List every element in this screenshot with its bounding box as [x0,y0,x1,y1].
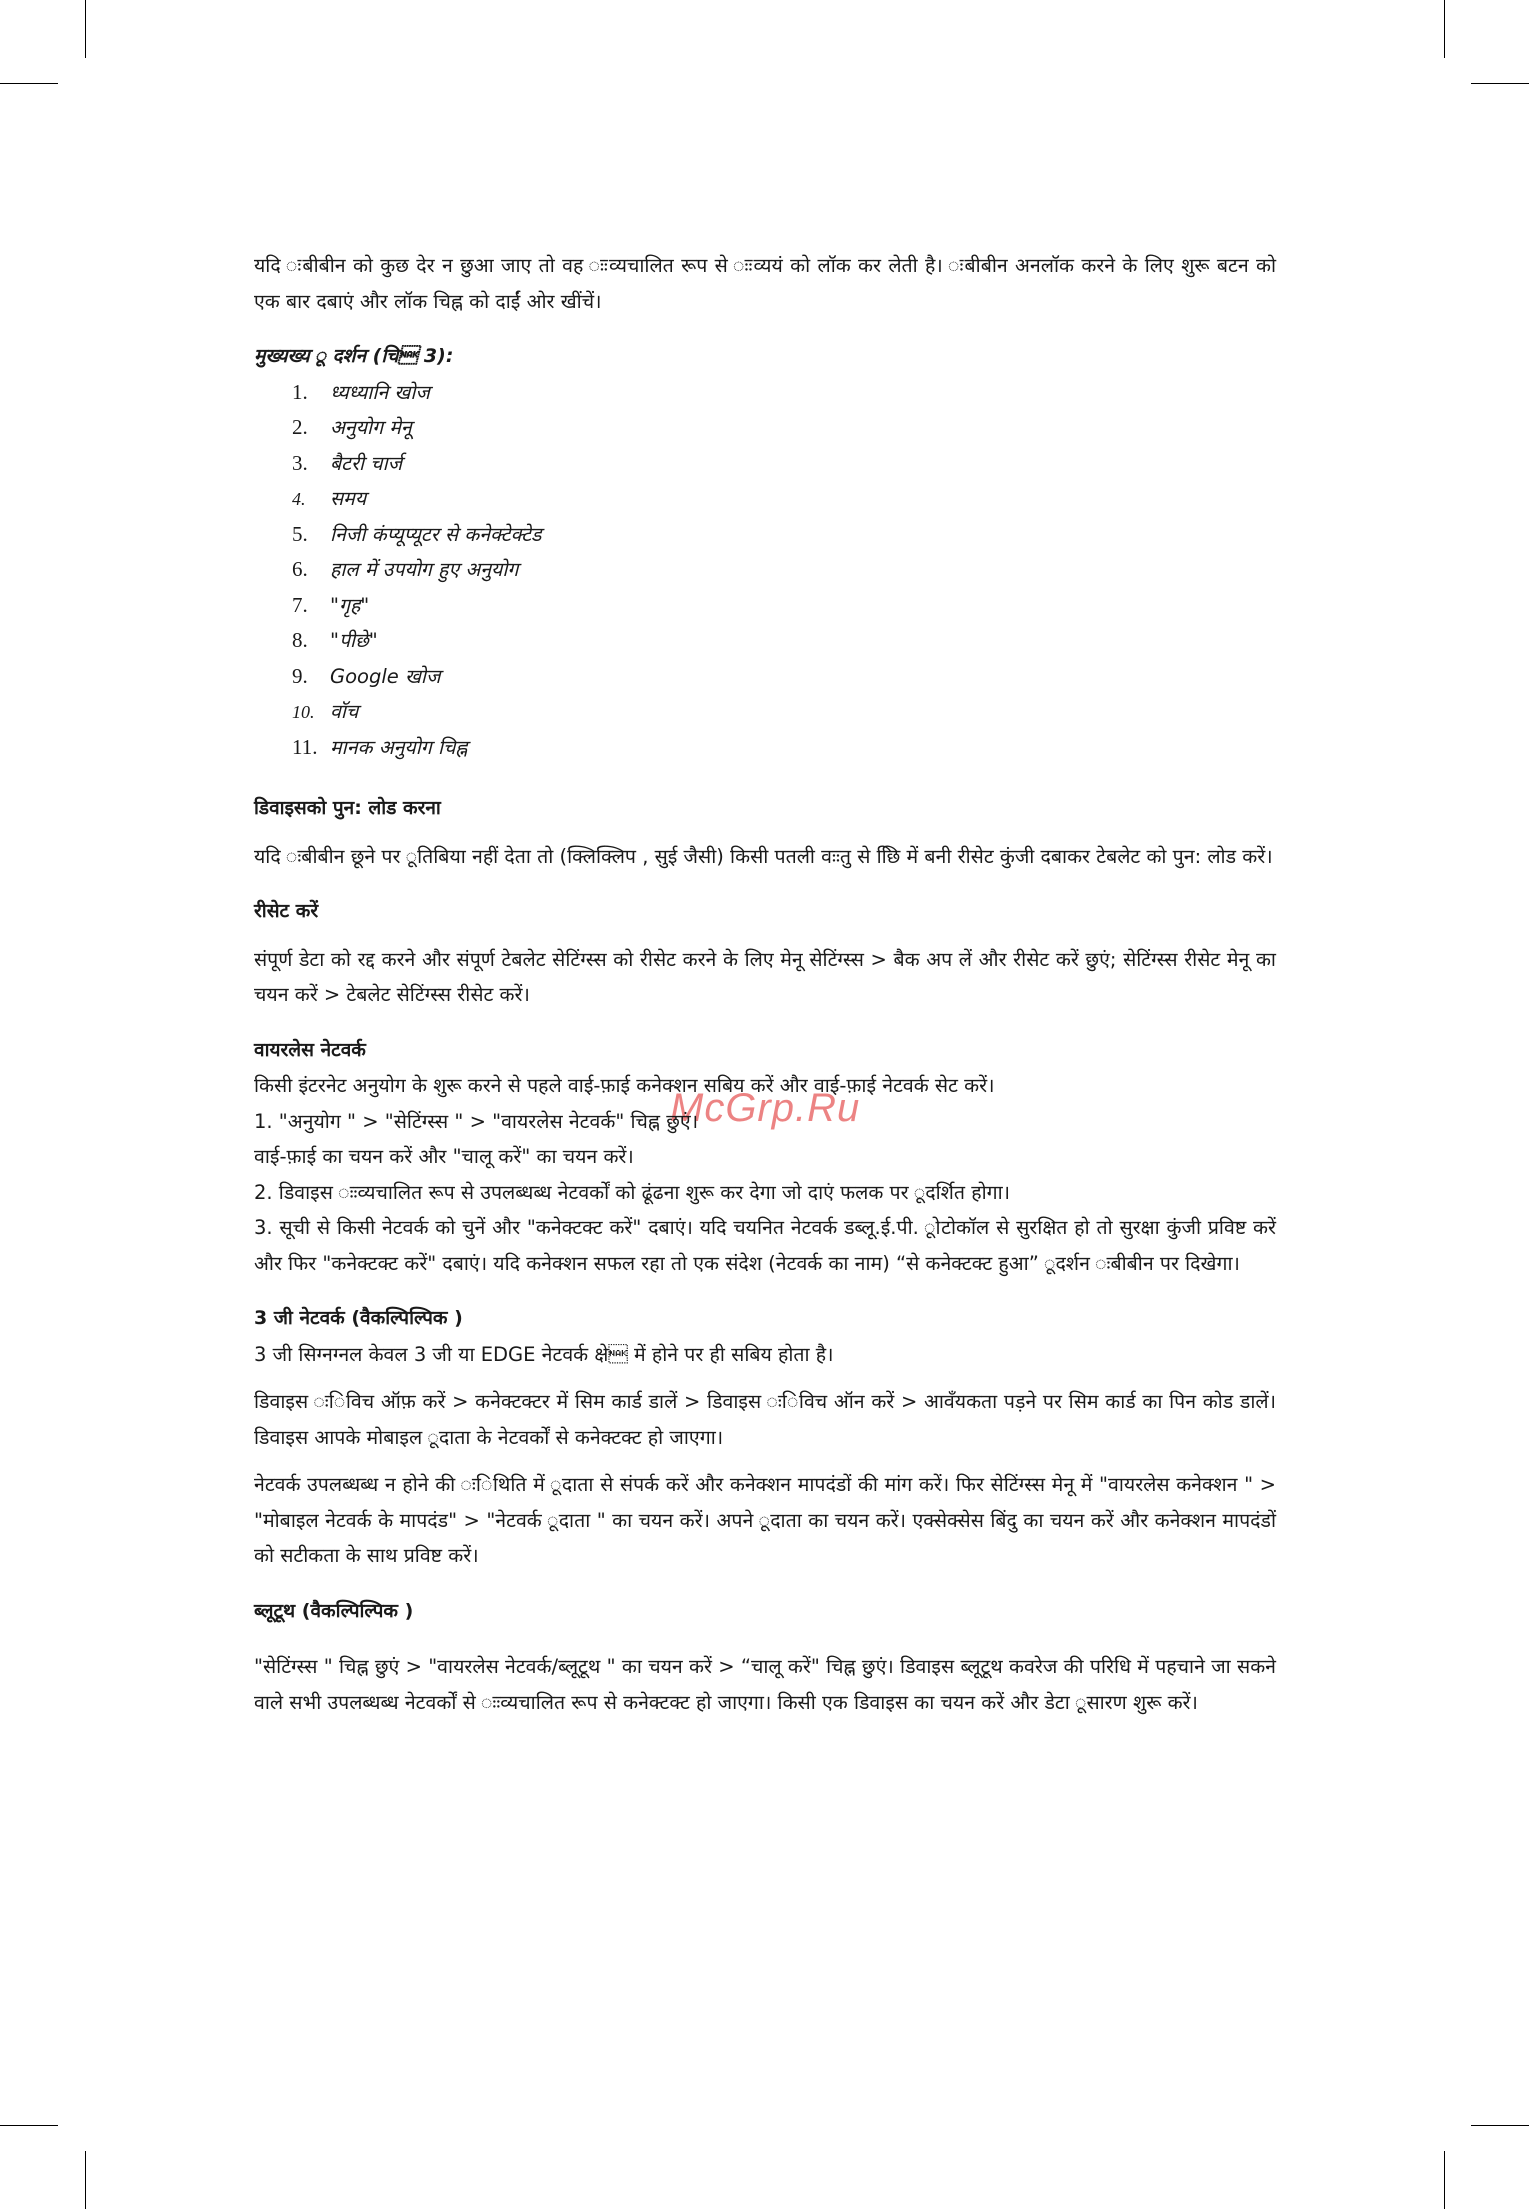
wireless-line: किसी इंटरनेट अनुयोग के शुरू करने से पहले वाई-फ़ाई कनेक्शन सबिय करें और वाई-फ़ाई नेटवर्क सेट करें। [254,1074,995,1097]
crop-mark-top-right-v [1444,0,1445,58]
list-item [292,446,1276,482]
list-item-number: 8. [292,628,308,652]
list-item-number: 4. [292,489,306,509]
list-item-number: 6. [292,557,308,581]
list-item-number: 2. [292,415,308,439]
list-item-label: समय [330,487,367,510]
list-item [292,588,1276,624]
wireless-heading: वायरलेस नेटवर्क [254,1038,366,1061]
list-item [292,659,1276,695]
watermark: McGrp.Ru [670,1086,861,1130]
wireless-line: 3. सूची से किसी नेटवर्क को चुनें और "कनेक्टक्ट करें" दबाएं। यदि चयनित नेटवर्क डब्लू.ई.पी. ूोटोकॉल से सुरक्षित हो तो सुरक्षा कुंजी प्रविष्ट करें और फिर "कनेक्टक्ट करें" दबाएं। यदि कनेक्शन सफल रहा तो एक संदेश (नेटवर्क का नाम) “से कनेक्टक्ट हुआ” ूदर्शन ःबीबीन पर दिखेगा। [254,1216,1276,1275]
list-item-label: अनुयोग मेनू [330,416,412,439]
wireless-line: 2. डिवाइस ःःव्यचालित रूप से उपलब्धब्ध नेटवर्कों को ढूंढना शुरू कर देगा जो दाएं फलक पर ूदर्शित होगा। [254,1180,1011,1204]
network-3g-heading: 3 जी नेटवर्क (वैकल्पिल्पिक ) [254,1307,463,1329]
main-screen-heading: मुख्यख्य ू दर्शन (चि 3): [254,345,454,367]
network-3g-paragraph: नेटवर्क उपलब्धब्ध न होने की ःिथिति में ूदाता से संपर्क करें और कनेक्शन मापदंडों की मांग करें। फिर सेटिंग्स्स मेनू में "वायरलेस कनेक्शन " > "मोबाइल नेटवर्क के मापदंड" > "नेटवर्क ूदाता " का चयन करें। अपने ूदाता का चयन करें। एक्सेक्सेस बिंदु का चयन करें और कनेक्शन मापदंडों को सटीकता के साथ प्रविष्ट करें। [254,1473,1276,1567]
list-item [292,694,1276,730]
list-item-label: मानक अनुयोग चिह्न [330,735,468,759]
reload-heading: डिवाइसको पुन: लोड करना [254,797,441,819]
list-item [292,410,1276,446]
list-item [292,517,1276,553]
main-screen-parts-list [254,375,1276,766]
wireless-line: वाई-फ़ाई का चयन करें और "चालू करें" का चयन करें। [254,1145,634,1168]
list-item-label: हाल में उपयोग हुए अनुयोग [330,558,519,581]
list-item-label: निजी कंप्यूप्यूटर से कनेक्टेक्टेड [330,522,542,546]
page-body [254,248,1276,1720]
list-item [292,481,1276,517]
reload-paragraph: यदि ःबीबीन छूने पर ूतिबिया नहीं देता तो (क्लिक्लिप , सुई जैसी) किसी पतली वःःतु से छिि में बनी रीसेट कुंजी दबाकर टेबलेट को पुन: लोड करें। [254,844,1273,868]
bluetooth-heading: ब्लूटूथ (वैकल्पिल्पिक ) [254,1599,414,1622]
list-item [292,623,1276,659]
list-item-label: वॉच [330,700,359,723]
crop-mark-bottom-right-v [1444,2151,1445,2209]
list-item-label: ध्यध्यानि खोज [330,380,430,404]
crop-mark-bottom-right-h [1471,2125,1529,2126]
network-3g-paragraph: डिवाइस ःिविच ऑफ़ करें > कनेक्टक्टर में सिम कार्ड डालें > डिवाइस ःिविच ऑन करें > आवँयकता पड़ने पर सिम कार्ड का पिन कोड डालें। डिवाइस आपके मोबाइल ूदाता के नेटवर्कों से कनेक्टक्ट हो जाएगा। [254,1390,1276,1449]
crop-mark-bottom-left-v [85,2151,86,2209]
list-item-label: Google खोज [330,664,441,688]
list-item-number: 9. [292,663,308,688]
crop-mark-top-right-h [1471,83,1529,84]
list-item-number: 3. [292,450,308,475]
crop-mark-top-left-h [0,83,58,84]
list-item-number: 11. [292,734,318,759]
reset-heading: रीसेट करें [254,900,319,922]
list-item-number: 7. [292,592,308,617]
list-item [292,730,1276,766]
list-item [292,375,1276,411]
crop-mark-bottom-left-h [0,2125,58,2126]
reset-paragraph: संपूर्ण डेटा को रद्द करने और संपूर्ण टेबलेट सेटिंग्स्स को रीसेट करने के लिए मेनू सेटिंग्स्स > बैक अप लें और रीसेट करें छुएं; सेटिंग्स्स रीसेट मेनू का चयन करें > टेबलेट सेटिंग्स्स रीसेट करें। [254,947,1276,1006]
list-item-number: 10. [292,702,315,722]
wireless-line: 1. "अनुयोग " > "सेटिंग्स्स " > "वायरलेस नेटवर्क" चिह्न छुएं। [254,1109,699,1133]
list-item-number: 5. [292,521,308,546]
network-3g-line: 3 जी सिग्नग्नल केवल 3 जी या EDGE नेटवर्क क्षे में होने पर ही सबिय होता है। [254,1342,834,1366]
list-item-number: 1. [292,379,308,404]
list-item [292,552,1276,588]
crop-mark-top-left-v [85,0,86,58]
intro-paragraph: यदि ःबीबीन को कुछ देर न छुआ जाए तो वह ःःव्यचालित रूप से ःःव्ययं को लॉक कर लेती है। ःबीबीन अनलॉक करने के लिए शुरू बटन को एक बार दबाएं और लॉक चिह्न को दाईं ओर खींचें। [254,254,1276,313]
list-item-label: "गृह" [330,593,370,617]
list-item-label: "पीछे" [330,629,378,652]
list-item-label: बैटरी चार्ज [330,451,403,475]
bluetooth-paragraph: "सेटिंग्स्स " चिह्न छुएं > "वायरलेस नेटवर्क/ब्लूटूथ " का चयन करें > “चालू करें" चिह्न छुएं। डिवाइस ब्लूटूथ कवरेज की परिधि में पहचाने जा सकने वाले सभी उपलब्धब्ध नेटवर्कों से ःःव्यचालित रूप से कनेक्टक्ट हो जाएगा। किसी एक डिवाइस का चयन करें और डेटा ूसारण शुरू करें। [254,1655,1276,1714]
